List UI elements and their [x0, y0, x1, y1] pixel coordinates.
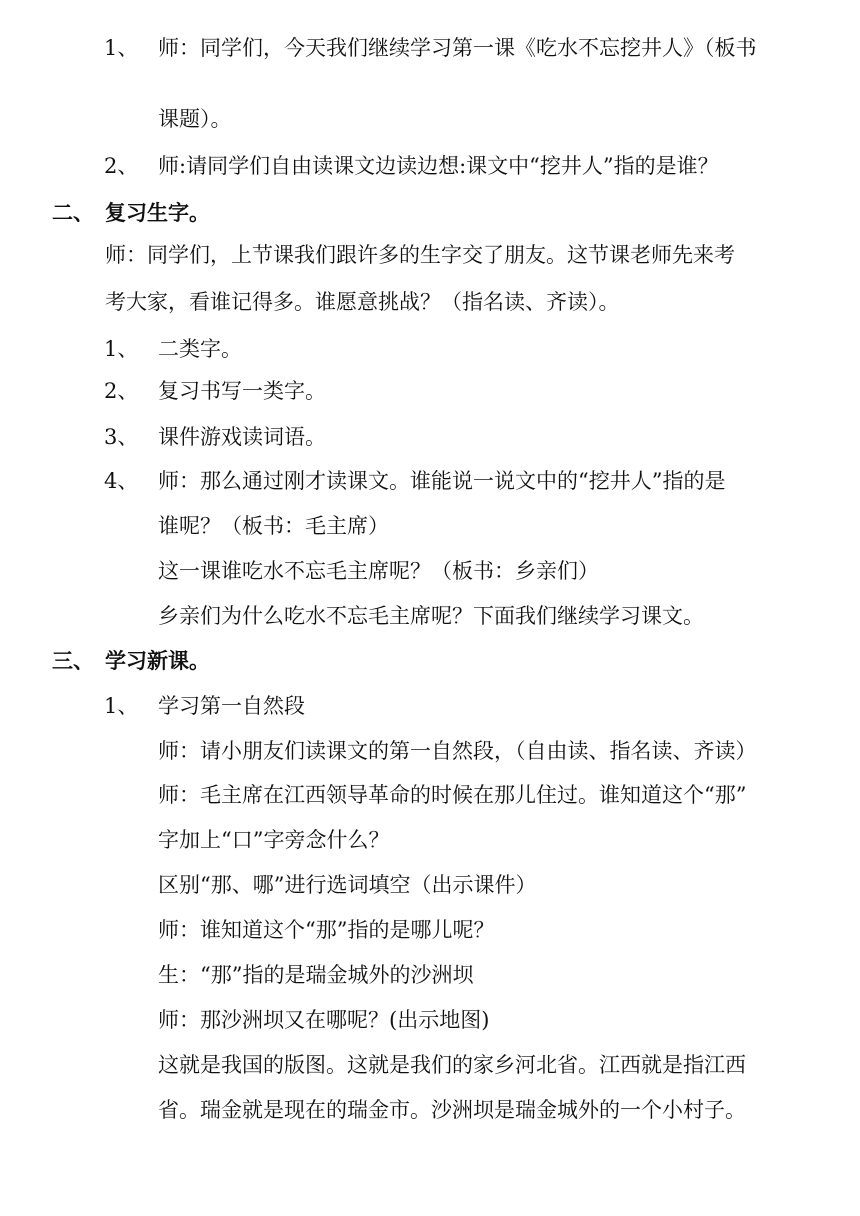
line-text: 谁呢？（板书：毛主席）	[158, 514, 389, 538]
list-number: 1、	[104, 337, 139, 361]
line-text: 复习书写一类字。	[158, 379, 326, 403]
paragraph-line	[158, 960, 473, 990]
paragraph-line	[158, 780, 746, 810]
line-text: 区别“那、哪”进行选词填空（出示课件）	[158, 873, 537, 897]
section-title: 学习新课。	[105, 648, 210, 673]
line-text: 师：同学们，上节课我们跟许多的生字交了朋友。这节课老师先来考	[105, 243, 735, 267]
line-text: 字加上“口”字旁念什么？	[158, 828, 390, 852]
line-text: 师：毛主席在江西领导革命的时候在那儿住过。谁知道这个“那”	[158, 783, 747, 807]
line-text: 省。瑞金就是现在的瑞金市。沙洲坝是瑞金城外的一个小村子。	[158, 1098, 746, 1122]
line-text: 课题）。	[158, 107, 232, 131]
line-text: 生：“那”指的是瑞金城外的沙洲坝	[158, 963, 474, 987]
list-item-continuation	[158, 511, 389, 541]
section-number: 二、	[52, 200, 94, 225]
line-text: 学习第一自然段	[158, 694, 305, 718]
line-text: 二类字。	[158, 337, 242, 361]
list-number: 4、	[104, 469, 139, 493]
list-number: 2、	[104, 379, 139, 403]
line-text: 师:请同学们自由读课文边读边想:课文中“挖井人”指的是谁？	[158, 154, 719, 178]
line-text: 考大家，看谁记得多。谁愿意挑战？（指名读、齐读）。	[105, 290, 620, 314]
paragraph-line	[158, 825, 389, 855]
paragraph-line	[158, 1005, 489, 1035]
list-number: 3、	[104, 425, 139, 449]
paragraph-line	[158, 601, 704, 631]
paragraph-line	[158, 1095, 746, 1125]
line-text: 乡亲们为什么吃水不忘毛主席呢？下面我们继续学习课文。	[158, 604, 704, 628]
paragraph-line	[158, 1050, 746, 1080]
line-text: 师：请小朋友们读课文的第一自然段，（自由读、指名读、齐读）	[158, 739, 757, 763]
line-text: 课件游戏读词语。	[158, 425, 326, 449]
paragraph-line	[158, 736, 757, 766]
line-text: 师：同学们，今天我们继续学习第一课《吃水不忘挖井人》（板书	[158, 36, 757, 60]
paragraph-line	[105, 287, 620, 317]
paragraph-line	[158, 915, 494, 945]
section-number: 三、	[52, 648, 94, 673]
list-number: 1、	[104, 694, 139, 718]
list-number: 2、	[104, 154, 139, 178]
line-text: 师：那么通过刚才读课文。谁能说一说文中的“挖井人”指的是	[158, 469, 726, 493]
section-title: 复习生字。	[105, 200, 210, 225]
list-number: 1、	[104, 36, 139, 60]
line-text: 师：那沙洲坝又在哪呢？(出示地图)	[158, 1008, 490, 1032]
paragraph-line	[105, 240, 735, 270]
line-text: 师：谁知道这个“那”指的是哪儿呢？	[158, 918, 495, 942]
paragraph-line	[158, 556, 599, 586]
line-text: 这一课谁吃水不忘毛主席呢？（板书：乡亲们）	[158, 559, 599, 583]
paragraph-line	[158, 870, 536, 900]
line-text: 这就是我国的版图。这就是我们的家乡河北省。江西就是指江西	[158, 1053, 746, 1077]
list-item-continuation	[158, 104, 232, 134]
